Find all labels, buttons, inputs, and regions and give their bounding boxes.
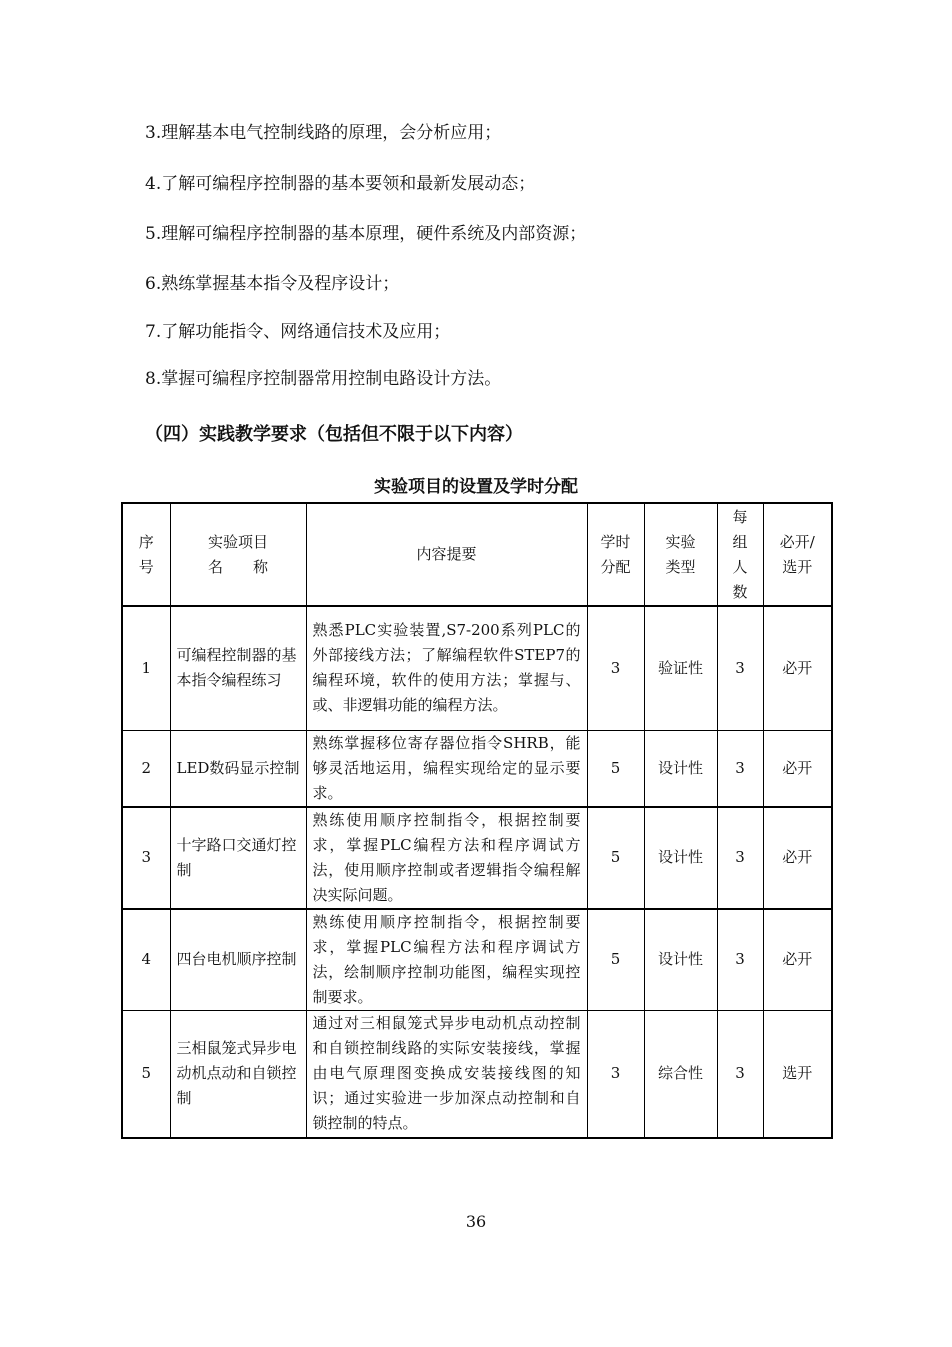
cell-group-size: 3 <box>717 909 763 1011</box>
cell-type: 综合性 <box>644 1010 717 1138</box>
cell-no: 2 <box>122 730 170 807</box>
cell-type: 设计性 <box>644 730 717 807</box>
cell-content: 熟练掌握移位寄存器位指令SHRB，能够灵活地运用，编程实现给定的显示要求。 <box>306 730 587 807</box>
cell-required: 选开 <box>763 1010 832 1138</box>
header-hours: 学时 分配 <box>587 503 644 606</box>
cell-hours: 5 <box>587 909 644 1011</box>
cell-name: 可编程控制器的基本指令编程练习 <box>170 606 306 730</box>
cell-no: 3 <box>122 807 170 909</box>
cell-required: 必开 <box>763 730 832 807</box>
cell-type: 验证性 <box>644 606 717 730</box>
cell-content: 通过对三相鼠笼式异步电动机点动控制和自锁控制线路的实际安装接线，掌握由电气原理图变换成安装接线图的知识；通过实验进一步加深点动控制和自锁控制的特点。 <box>306 1010 587 1138</box>
cell-type: 设计性 <box>644 807 717 909</box>
header-name: 实验项目 名 称 <box>170 503 306 606</box>
table-title: 实验项目的设置及学时分配 <box>374 477 578 497</box>
section-heading: （四）实践教学要求（包括但不限于以下内容） <box>145 424 523 445</box>
cell-name: LED数码显示控制 <box>170 730 306 807</box>
objective-item: 5.理解可编程序控制器的基本原理，硬件系统及内部资源； <box>145 224 587 244</box>
objective-item: 4.了解可编程序控制器的基本要领和最新发展动态； <box>145 174 536 194</box>
cell-group-size: 3 <box>717 606 763 730</box>
objective-item: 6.熟练掌握基本指令及程序设计； <box>145 274 400 294</box>
cell-content: 熟练使用顺序控制指令，根据控制要求，掌握PLC编程方法和程序调试方法，使用顺序控制或者逻辑指令编程解决实际问题。 <box>306 807 587 909</box>
header-type: 实验 类型 <box>644 503 717 606</box>
cell-hours: 3 <box>587 606 644 730</box>
page-number: 36 <box>465 1212 487 1231</box>
objective-item: 3.理解基本电气控制线路的原理，会分析应用； <box>145 123 502 143</box>
cell-group-size: 3 <box>717 730 763 807</box>
cell-required: 必开 <box>763 807 832 909</box>
header-no: 序 号 <box>122 503 170 606</box>
experiment-table <box>121 502 833 1139</box>
cell-group-size: 3 <box>717 1010 763 1138</box>
cell-hours: 5 <box>587 730 644 807</box>
cell-name: 四台电机顺序控制 <box>170 909 306 1011</box>
cell-name: 三相鼠笼式异步电动机点动和自锁控制 <box>170 1010 306 1138</box>
cell-hours: 5 <box>587 807 644 909</box>
cell-no: 1 <box>122 606 170 730</box>
header-group-size: 每 组 人 数 <box>717 503 763 606</box>
table-row <box>122 606 832 730</box>
table-row <box>122 807 832 909</box>
cell-hours: 3 <box>587 1010 644 1138</box>
table-header-row <box>122 503 832 606</box>
objective-item: 7.了解功能指令、网络通信技术及应用； <box>145 322 451 342</box>
table-row <box>122 730 832 807</box>
cell-name: 十字路口交通灯控制 <box>170 807 306 909</box>
cell-content: 熟悉PLC实验装置,S7-200系列PLC的外部接线方法；了解编程软件STEP7的编程环境，软件的使用方法；掌握与、或、非逻辑功能的编程方法。 <box>306 606 587 730</box>
cell-type: 设计性 <box>644 909 717 1011</box>
cell-no: 4 <box>122 909 170 1011</box>
cell-content: 熟练使用顺序控制指令，根据控制要求，掌握PLC编程方法和程序调试方法，绘制顺序控制功能图，编程实现控制要求。 <box>306 909 587 1011</box>
table-row <box>122 909 832 1011</box>
cell-no: 5 <box>122 1010 170 1138</box>
cell-group-size: 3 <box>717 807 763 909</box>
table-row <box>122 1010 832 1138</box>
cell-required: 必开 <box>763 909 832 1011</box>
objective-item: 8.掌握可编程序控制器常用控制电路设计方法。 <box>145 369 502 389</box>
header-required: 必开/ 选开 <box>763 503 832 606</box>
cell-required: 必开 <box>763 606 832 730</box>
header-content: 内容提要 <box>306 503 587 606</box>
